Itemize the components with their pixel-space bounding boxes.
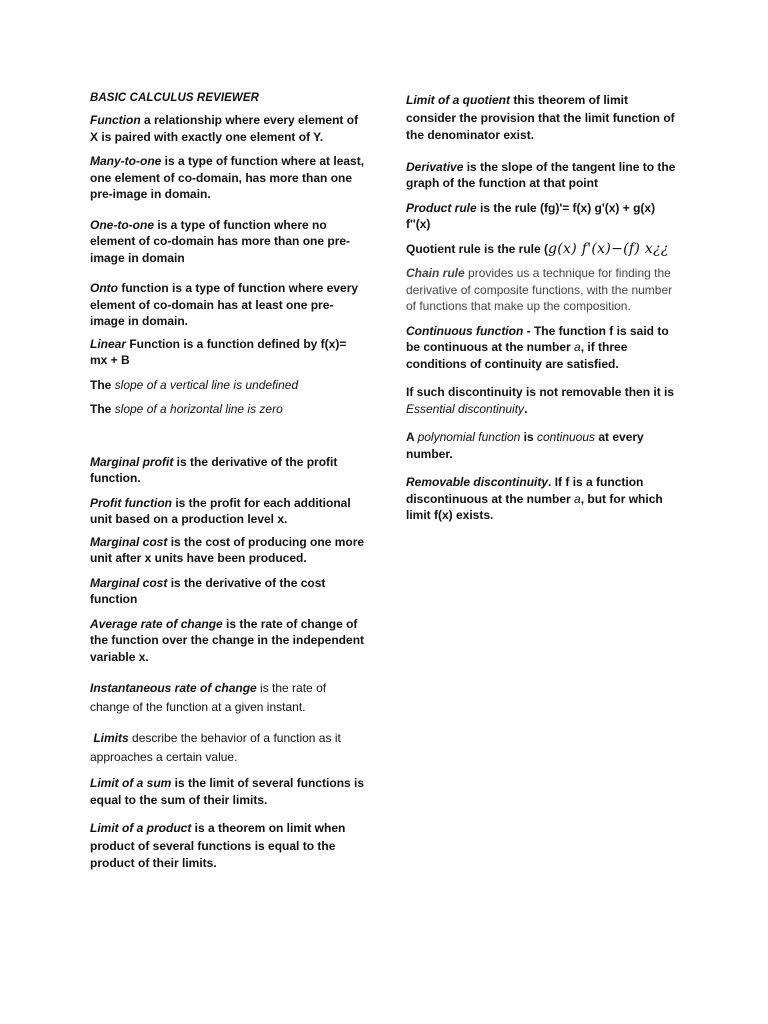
definition-many-to-one: Many-to-one is a type of function where at least, one element of co-domain, has more than one pre-image in domain. bbox=[90, 154, 365, 201]
definition-profit-function: Profit function is the profit for each additional unit based on a production level x. bbox=[90, 495, 351, 526]
right-column bbox=[406, 92, 680, 524]
definition-one-to-one: One-to-one is a type of function where no element of co-domain has more than one pre-image in domain bbox=[90, 217, 351, 265]
definition-instantaneous-rate: Instantaneous rate of change is the rate of change of the function at a given instant. bbox=[90, 681, 327, 714]
document-title: BASIC CALCULUS REVIEWER bbox=[90, 92, 260, 104]
definition-continuous-function: Continuous function - The function f is said to be continuous at the number a, if three conditions of continuity are satisfied. bbox=[406, 323, 669, 371]
definition-product-rule: Product rule is the rule (fg)'= f(x) g'(x) + g(x) f''(x) bbox=[406, 200, 656, 231]
quotient-formula-tail: ¿¿ bbox=[653, 240, 669, 257]
note-horizontal-slope: The slope of a horizontal line is zero bbox=[90, 402, 283, 416]
definition-limit-sum: Limit of a sum is the limit of several functions is equal to the sum of their limits. bbox=[90, 776, 365, 807]
definition-quotient-rule: Quotient rule is the rule (g(x) f'(x)−(f) x¿¿ bbox=[406, 240, 669, 257]
definition-marginal-cost: Marginal cost is the cost of producing one more unit after x units have been produced. bbox=[90, 534, 365, 565]
left-column bbox=[90, 92, 366, 873]
definition-marginal-cost-derivative: Marginal cost is the derivative of the cost function bbox=[90, 575, 326, 606]
definition-marginal-profit: Marginal profit is the derivative of the profit function. bbox=[90, 454, 338, 485]
definition-removable-discontinuity: Removable discontinuity. If f is a function discontinuous at the number a, but for which limit f(x) exists. bbox=[406, 475, 663, 522]
definition-onto: Onto function is a type of function where every element of co-domain has at least one pre-image in domain. bbox=[90, 281, 359, 328]
definition-function: Function a relationship where every element of X is paired with exactly one element of Y. bbox=[90, 113, 359, 144]
definition-derivative: Derivative is the slope of the tangent line to the graph of the function at that point bbox=[406, 159, 676, 190]
definition-essential-discontinuity: If such discontinuity is not removable then it is Essential discontinuity. bbox=[406, 385, 675, 416]
definition-limit-quotient: Limit of a quotient this theorem of limit consider the provision that the limit function of the denominator exist. bbox=[406, 93, 675, 142]
definition-average-rate: Average rate of change is the rate of change of the function over the change in the independent variable x. bbox=[90, 616, 365, 664]
definition-chain-rule: Chain rule provides us a technique for finding the derivative of composite functions, with the number of functions that make up the composition. bbox=[406, 266, 673, 313]
definition-linear: Linear Function is a function defined by f(x)= mx + B bbox=[90, 336, 347, 367]
quotient-formula: g(x) f'(x)−(f) x bbox=[548, 240, 654, 257]
definition-limit-product: Limit of a product is a theorem on limit when product of several functions is equal to the product of their limits. bbox=[90, 821, 346, 870]
note-vertical-slope: The slope of a vertical line is undefined bbox=[90, 377, 299, 392]
definition-limits: Limits describe the behavior of a function as it approaches a certain value. bbox=[90, 731, 341, 764]
definition-polynomial-function: A polynomial function is continuous at every number. bbox=[406, 430, 644, 461]
